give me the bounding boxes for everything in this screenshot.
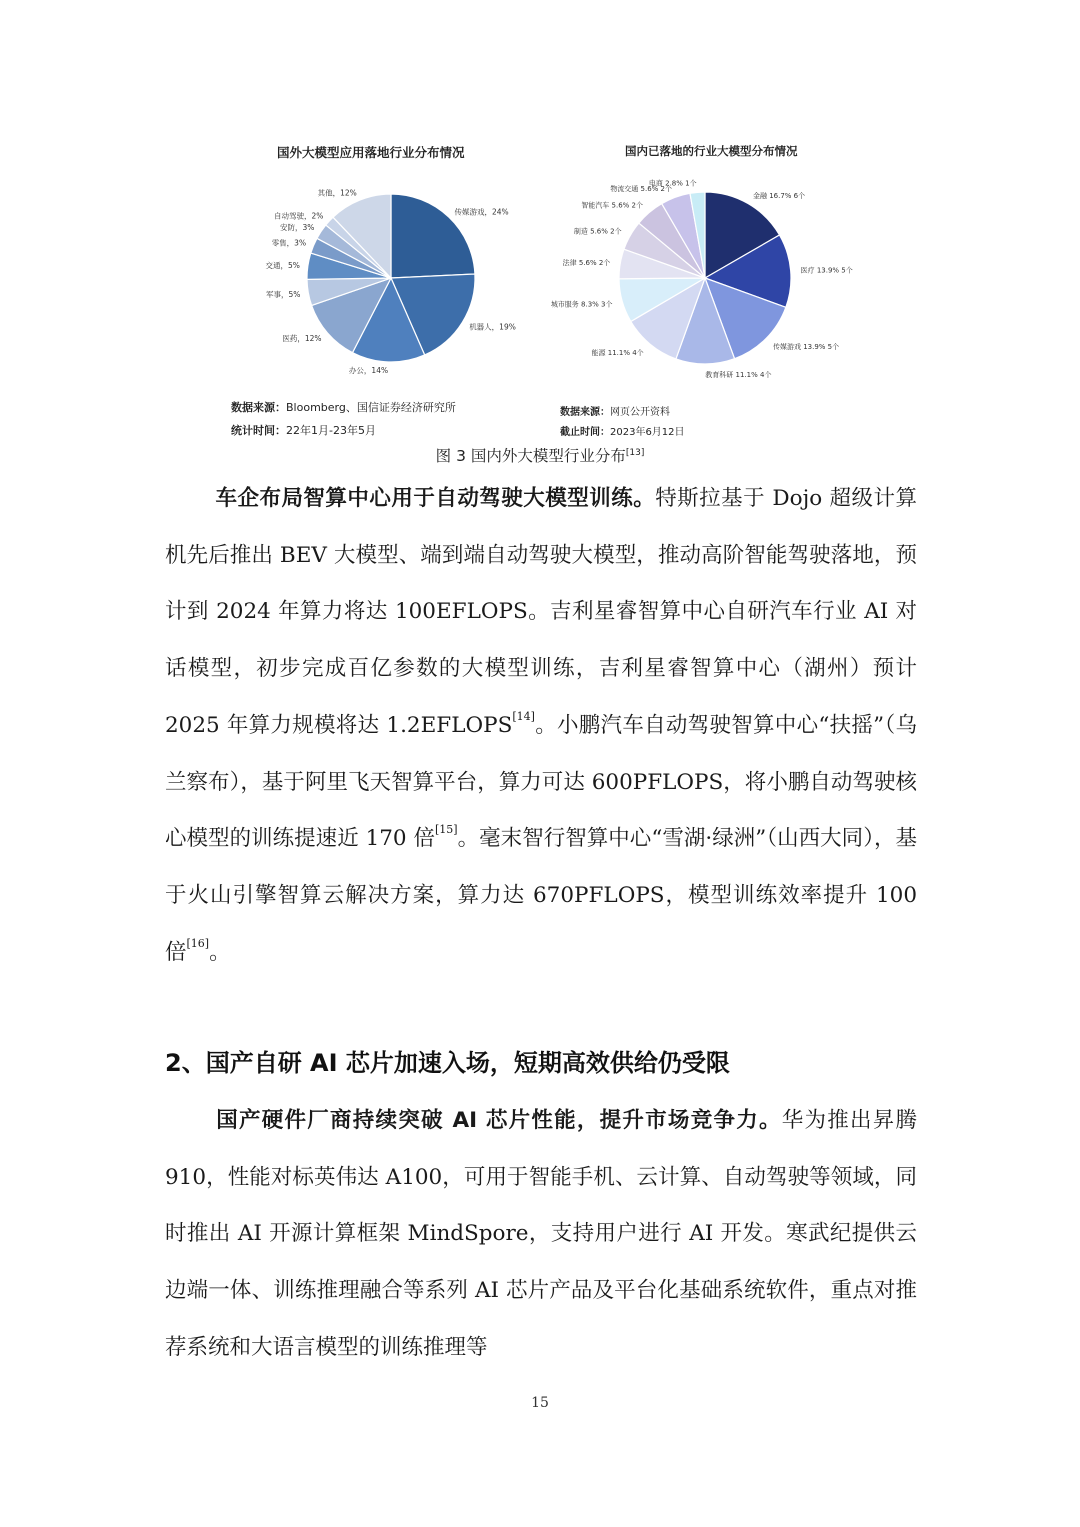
- left-source: [231, 399, 456, 415]
- right-source-label: 数据来源：: [560, 407, 610, 418]
- pie-slice-label: 能源 11.1% 4个: [591, 348, 644, 357]
- right-source-value: 网页公开资料: [610, 407, 670, 418]
- left-time-value: 22年1月-23年5月: [286, 424, 376, 437]
- page-number: 15: [531, 1395, 549, 1411]
- pie-slice-label: 交通，5%: [265, 260, 300, 270]
- left-source-label: 数据来源：: [231, 401, 286, 414]
- paragraph-text: 华为推出昇腾 910，性能对标英伟达 A100，可用于智能手机、云计算、自动驾驶等领域，同时推出 AI 开源计算框架 MindSpore，支持用户进行 AI 开发。寒武纪提供云边端一体、训练推理融合等系列 AI 芯片产品及平台化基础系统软件，重点对推荐系统和大语言模型的训练推理等: [165, 1108, 917, 1360]
- paragraph-text: 。: [209, 939, 231, 965]
- pie-slice-label: 零售，3%: [271, 238, 307, 248]
- reference-16: [16]: [186, 936, 210, 950]
- right-pie-chart: [551, 178, 853, 379]
- pie-slice-label: 医疗 13.9% 5个: [800, 266, 853, 275]
- pie-slice-label: 传媒游戏，24%: [454, 207, 509, 217]
- figure-caption: [0, 444, 1080, 466]
- pie-slice-label: 机器人，19%: [469, 322, 516, 332]
- paragraph-lead: 国产硬件厂商持续突破 AI 芯片性能，提升市场竞争力。: [215, 1108, 782, 1133]
- pie-slice-label: 电商 2.8% 1个: [648, 179, 697, 188]
- caption-reference: [13]: [625, 448, 645, 458]
- reference-14: [14]: [512, 709, 535, 723]
- figure: [215, 135, 865, 445]
- paragraph-domestic-ai-chips: [165, 1093, 917, 1377]
- reference-15: [15]: [435, 823, 458, 837]
- paragraph-text: 。小鹏汽车自动驾驶智算中心“扶摇”（乌兰察布），基于阿里飞天智算平台，算力可达 600PFLOPS，将小鹏自动驾驶核心模型的训练提速近 170 倍: [165, 712, 917, 852]
- right-time-value: 2023年6月12日: [610, 427, 685, 438]
- right-time-label: 截止时间：: [560, 427, 610, 438]
- paragraph-text: 。毫末智行智算中心“雪湖·绿洲”（山西大同），基于火山引擎智算云解决方案，算力达 670PFLOPS，模型训练效率提升 100 倍: [165, 826, 917, 965]
- left-time: [231, 422, 376, 438]
- pie-slice-label: 安防，3%: [279, 223, 315, 232]
- left-chart-title: 国外大模型应用落地行业分布情况: [277, 145, 465, 160]
- pie-slice-label: 金融 16.7% 6个: [753, 191, 806, 200]
- pie-slice-label: 其他，12%: [317, 188, 357, 198]
- pie-slice-label: 制造 5.6% 2个: [573, 227, 622, 236]
- pie-slice-label: 军事，5%: [265, 290, 301, 299]
- left-pie-chart: [265, 188, 515, 376]
- pie-slice-label: 智能汽车 5.6% 2个: [581, 201, 643, 210]
- pie-slice-label: 办公，14%: [348, 366, 389, 375]
- paragraph-automaker-ai-centers: [165, 471, 917, 981]
- paragraph-lead: 车企布局智算中心用于自动驾驶大模型训练。: [215, 486, 656, 511]
- section-heading: 2、国产自研 AI 芯片加速入场，短期高效供给仍受限: [165, 1049, 730, 1077]
- pie-slice-label: 教育科研 11.1% 4个: [705, 371, 772, 379]
- left-time-label: 统计时间：: [231, 424, 286, 437]
- pie-slice-label: 自动驾驶，2%: [273, 211, 324, 221]
- right-time: [560, 423, 685, 438]
- pie-slice-label: 法律 5.6% 2个: [562, 259, 611, 268]
- left-source-value: Bloomberg、国信证券经济研究所: [286, 401, 456, 414]
- pie-slice-label: 城市服务 8.3% 3个: [550, 300, 613, 309]
- pie-slice-label: 传媒游戏 13.9% 5个: [773, 342, 840, 351]
- pie-slice-label: 医药，12%: [282, 334, 322, 344]
- pie-charts: [215, 135, 865, 405]
- right-chart-title: 国内已落地的行业大模型分布情况: [625, 144, 798, 158]
- paragraph-text: 特斯拉基于 Dojo 超级计算机先后推出 BEV 大模型、端到端自动驾驶大模型，推动高阶智能驾驶落地，预计到 2024 年算力将达 100EFLOPS。吉利星睿智算中心自研汽车行业 AI 对话模型，初步完成百亿参数的大模型训练，吉利星睿智算中心（湖州）预计 2025 年算力规模将达 1.2EFLOPS: [165, 486, 917, 738]
- right-source: [560, 403, 670, 418]
- pie-slice-label: 物流交通 5.6% 2个: [610, 184, 672, 193]
- caption-text: 图 3 国内外大模型行业分布: [435, 447, 626, 465]
